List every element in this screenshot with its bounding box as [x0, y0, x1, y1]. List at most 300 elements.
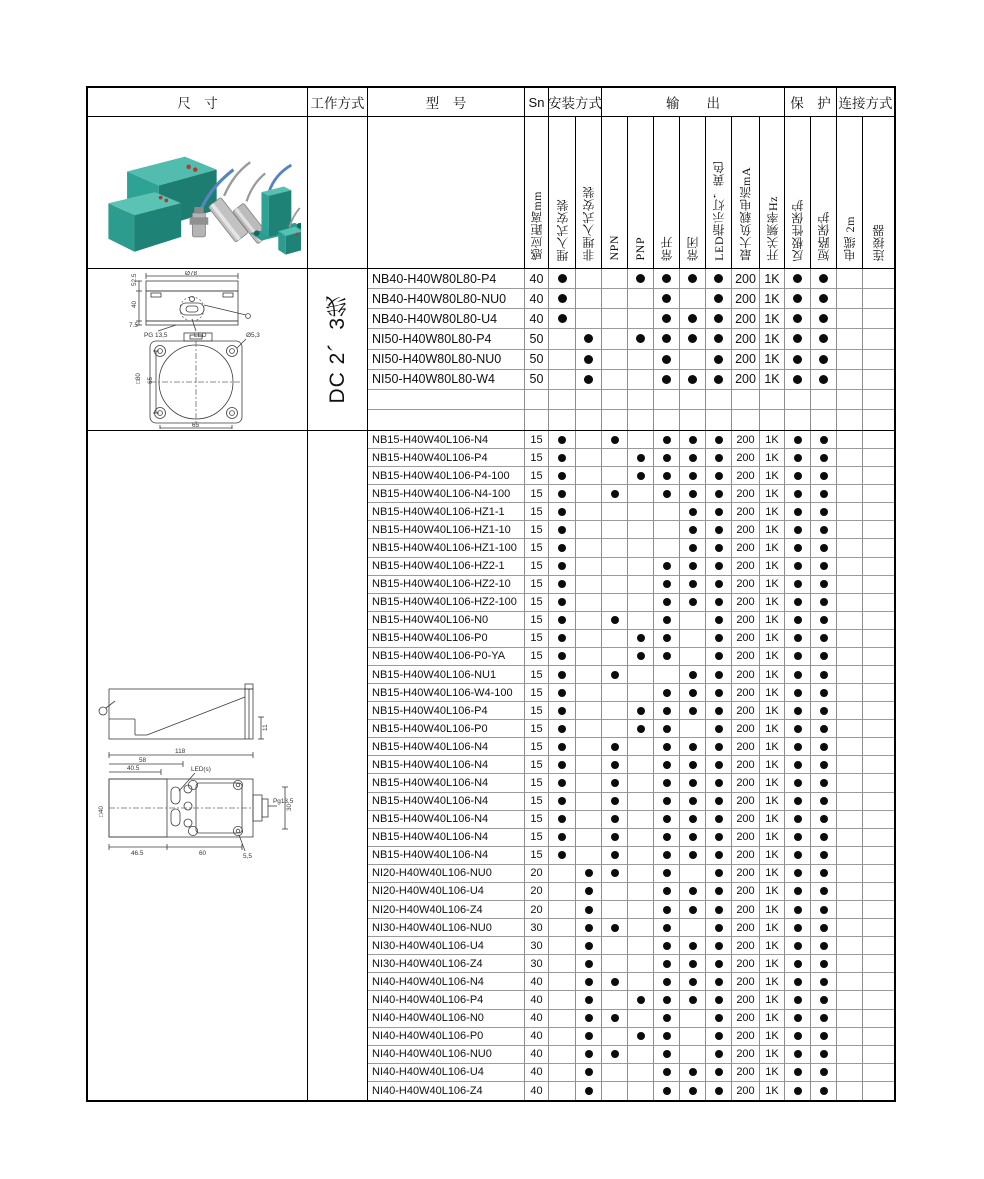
dot-reverse-polarity-protection: [794, 942, 802, 950]
cell-cable-2m: [837, 811, 863, 829]
dot-flush-mount: [558, 634, 566, 642]
dot-short-circuit-protection: [820, 1014, 828, 1022]
cell-sn: 15: [525, 793, 549, 811]
cell-npn: [602, 991, 628, 1009]
cell-normally-open: [654, 738, 680, 756]
dot-reverse-polarity-protection: [794, 924, 802, 932]
cell-sn: 30: [525, 919, 549, 937]
cell-switching-frequency-hz: 1K: [760, 558, 785, 576]
cell-pnp: [628, 612, 654, 630]
cell-model: [368, 410, 525, 430]
cell-connector: [863, 485, 894, 503]
cell-pnp: [628, 901, 654, 919]
cell-cable-2m: [837, 955, 863, 973]
dot-reverse-polarity-protection: [794, 887, 802, 895]
cell-reverse-polarity-protection: [785, 937, 811, 955]
cell-non-flush-mount: [576, 991, 602, 1009]
cell-model: NB15-H40W40L106-HZ1-1: [368, 503, 525, 521]
cell-npn: [602, 329, 628, 349]
dot-flush-mount: [558, 436, 566, 444]
cell-flush-mount: [549, 955, 576, 973]
cell-pnp: [628, 503, 654, 521]
dim-label-58: 58: [138, 757, 146, 764]
cell-switching-frequency-hz: 1K: [760, 973, 785, 991]
dot-pnp: [637, 454, 645, 462]
dot-flush-mount: [558, 689, 566, 697]
cell-normally-open: [654, 594, 680, 612]
cell-connector: [863, 329, 894, 349]
dot-non-flush-mount: [584, 334, 593, 343]
cell-model: NB15-H40W40L106-N4: [368, 738, 525, 756]
col-header-normally-open: 常开: [654, 117, 680, 269]
cell-npn: [602, 666, 628, 684]
dot-reverse-polarity-protection: [794, 1050, 802, 1058]
cell-short-circuit-protection: [811, 503, 837, 521]
dot-normally-closed: [689, 580, 697, 588]
cell-cable-2m: [837, 576, 863, 594]
cell-normally-closed: [680, 720, 706, 738]
dot-non-flush-mount: [585, 1087, 593, 1095]
cell-short-circuit-protection: [811, 370, 837, 390]
cell-switching-frequency-hz: 1K: [760, 865, 785, 883]
cell-flush-mount: [549, 390, 576, 410]
cell-model: NB15-H40W40L106-P4-100: [368, 467, 525, 485]
dot-normally-open: [663, 436, 671, 444]
cell-non-flush-mount: [576, 883, 602, 901]
cell-sn: 15: [525, 720, 549, 738]
cell-non-flush-mount: [576, 521, 602, 539]
dot-non-flush-mount: [584, 355, 593, 364]
cell-led-indicator: [706, 1028, 732, 1046]
cell-normally-closed: [680, 829, 706, 847]
cell-normally-open: [654, 648, 680, 666]
dot-reverse-polarity-protection: [794, 634, 802, 642]
cell-pnp: [628, 269, 654, 289]
table-row: [368, 289, 894, 309]
dot-normally-open: [663, 942, 671, 950]
cell-npn: [602, 811, 628, 829]
cell-model: NB15-H40W40L106-HZ1-10: [368, 521, 525, 539]
cell-sn: 15: [525, 774, 549, 792]
cell-pnp: [628, 576, 654, 594]
cell-non-flush-mount: [576, 485, 602, 503]
dot-short-circuit-protection: [820, 634, 828, 642]
cell-reverse-polarity-protection: [785, 269, 811, 289]
dot-non-flush-mount: [585, 996, 593, 1004]
cell-non-flush-mount: [576, 811, 602, 829]
cell-switching-frequency-hz: 1K: [760, 648, 785, 666]
cell-non-flush-mount: [576, 666, 602, 684]
cell-normally-closed: [680, 738, 706, 756]
cell-switching-frequency-hz: 1K: [760, 901, 785, 919]
dot-led-indicator: [715, 725, 723, 733]
dot-non-flush-mount: [585, 887, 593, 895]
dot-led-indicator: [715, 671, 723, 679]
cell-short-circuit-protection: [811, 720, 837, 738]
dot-led-indicator: [715, 490, 723, 498]
cell-pnp: [628, 774, 654, 792]
cell-switching-frequency-hz: [760, 390, 785, 410]
dot-short-circuit-protection: [820, 761, 828, 769]
cell-max-load-current-ma: 200: [732, 793, 760, 811]
cell-model: NI20-H40W40L106-Z4: [368, 901, 525, 919]
cell-connector: [863, 558, 894, 576]
dot-short-circuit-protection: [820, 942, 828, 950]
cell-connector: [863, 449, 894, 467]
cell-max-load-current-ma: 200: [732, 630, 760, 648]
cell-normally-open: [654, 883, 680, 901]
cell-led-indicator: [706, 485, 732, 503]
cell-npn: [602, 370, 628, 390]
cell-connector: [863, 594, 894, 612]
cell-normally-open: [654, 774, 680, 792]
dot-normally-open: [663, 869, 671, 877]
dot-reverse-polarity-protection: [793, 355, 802, 364]
header-dimensions: 尺 寸: [88, 88, 308, 117]
cell-led-indicator: [706, 720, 732, 738]
cell-normally-closed: [680, 269, 706, 289]
cell-led-indicator: [706, 702, 732, 720]
cell-sn: 40: [525, 289, 549, 309]
cell-pnp: [628, 370, 654, 390]
dot-led-indicator: [715, 472, 723, 480]
cell-non-flush-mount: [576, 329, 602, 349]
cell-model: NI50-H40W80L80-NU0: [368, 350, 525, 370]
cell-connector: [863, 576, 894, 594]
dim-label-square80: □80: [134, 372, 142, 384]
cell-npn: [602, 720, 628, 738]
cell-led-indicator: [706, 289, 732, 309]
col-header-pnp: PNP: [628, 117, 654, 269]
cell-pnp: [628, 937, 654, 955]
cell-sn: 15: [525, 666, 549, 684]
cell-normally-open: [654, 467, 680, 485]
cell-connector: [863, 865, 894, 883]
cell-max-load-current-ma: 200: [732, 865, 760, 883]
cell-normally-closed: [680, 539, 706, 557]
cell-short-circuit-protection: [811, 937, 837, 955]
dot-short-circuit-protection: [819, 355, 828, 364]
cell-connector: [863, 774, 894, 792]
cell-normally-open: [654, 350, 680, 370]
dot-npn: [611, 436, 619, 444]
col-header-sensing-distance: 感应距离mm: [525, 117, 549, 269]
cell-sn: 15: [525, 431, 549, 449]
cell-normally-open: [654, 829, 680, 847]
cell-model: NI50-H40W80L80-P4: [368, 329, 525, 349]
dot-reverse-polarity-protection: [794, 1087, 802, 1095]
cell-normally-open: [654, 309, 680, 329]
dot-reverse-polarity-protection: [794, 996, 802, 1004]
cell-reverse-polarity-protection: [785, 666, 811, 684]
dot-short-circuit-protection: [820, 436, 828, 444]
cell-cable-2m: [837, 485, 863, 503]
dot-led-indicator: [714, 274, 723, 283]
cell-switching-frequency-hz: 1K: [760, 811, 785, 829]
table-row: [368, 847, 894, 865]
cell-pnp: [628, 955, 654, 973]
dot-npn: [611, 779, 619, 787]
cell-flush-mount: [549, 467, 576, 485]
product-photo-cell: [88, 117, 308, 269]
sensor-block-large: [108, 156, 216, 251]
header-connection: 连接方式: [837, 88, 894, 117]
cell-reverse-polarity-protection: [785, 1010, 811, 1028]
dot-normally-closed: [689, 598, 697, 606]
cell-flush-mount: [549, 720, 576, 738]
dim-label-118: 118: [174, 748, 185, 755]
table-row: [368, 1010, 894, 1028]
cell-led-indicator: [706, 612, 732, 630]
cell-switching-frequency-hz: 1K: [760, 883, 785, 901]
cell-short-circuit-protection: [811, 1082, 837, 1100]
cell-sn: 15: [525, 684, 549, 702]
dot-led-indicator: [715, 634, 723, 642]
dot-normally-open: [663, 887, 671, 895]
dot-short-circuit-protection: [820, 689, 828, 697]
cell-led-indicator: [706, 811, 732, 829]
cell-pnp: [628, 793, 654, 811]
cell-normally-open: [654, 720, 680, 738]
cell-max-load-current-ma: 200: [732, 991, 760, 1009]
cell-connector: [863, 793, 894, 811]
dot-short-circuit-protection: [820, 454, 828, 462]
cell-sn: 15: [525, 558, 549, 576]
cell-led-indicator: [706, 309, 732, 329]
dot-short-circuit-protection: [820, 616, 828, 624]
cell-npn: [602, 1010, 628, 1028]
cell-short-circuit-protection: [811, 774, 837, 792]
cell-flush-mount: [549, 738, 576, 756]
cell-max-load-current-ma: 200: [732, 955, 760, 973]
col-header-max-load-current: 最大负载电流mA: [732, 117, 760, 269]
cell-flush-mount: [549, 485, 576, 503]
dot-reverse-polarity-protection: [794, 652, 802, 660]
dot-led-indicator: [715, 562, 723, 570]
cell-switching-frequency-hz: [760, 410, 785, 430]
cell-short-circuit-protection: [811, 521, 837, 539]
dot-led-indicator: [714, 375, 723, 384]
dot-flush-mount: [558, 779, 566, 787]
dot-normally-open: [663, 616, 671, 624]
cell-max-load-current-ma: 200: [732, 829, 760, 847]
cell-sn: 50: [525, 329, 549, 349]
dot-normally-open: [663, 652, 671, 660]
cell-switching-frequency-hz: 1K: [760, 329, 785, 349]
cell-npn: [602, 576, 628, 594]
cell-sn: 15: [525, 829, 549, 847]
cell-sn: 15: [525, 449, 549, 467]
cell-connector: [863, 467, 894, 485]
cell-cable-2m: [837, 1046, 863, 1064]
dot-led-indicator: [715, 851, 723, 859]
cell-normally-closed: [680, 1028, 706, 1046]
col-header-npn: NPN: [602, 117, 628, 269]
dim-label-55: 5,5: [242, 853, 252, 860]
cell-led-indicator: [706, 467, 732, 485]
cell-short-circuit-protection: [811, 467, 837, 485]
dot-npn: [611, 1014, 619, 1022]
cell-normally-open: [654, 1082, 680, 1100]
cell-model: NI30-H40W40L106-Z4: [368, 955, 525, 973]
dim-label-bdim: 65: [191, 421, 199, 429]
cell-switching-frequency-hz: 1K: [760, 684, 785, 702]
cell-model: NB15-H40W40L106-NU1: [368, 666, 525, 684]
dim-label-diameter: Ø78: [184, 270, 197, 277]
dot-normally-closed: [689, 1068, 697, 1076]
table-row: [368, 774, 894, 792]
cell-sn: 15: [525, 648, 549, 666]
cell-cable-2m: [837, 410, 863, 430]
cell-npn: [602, 269, 628, 289]
cell-normally-closed: [680, 594, 706, 612]
cell-flush-mount: [549, 612, 576, 630]
rows-group-1: [368, 269, 894, 431]
cell-max-load-current-ma: 200: [732, 612, 760, 630]
dot-led-indicator: [715, 815, 723, 823]
cell-flush-mount: [549, 883, 576, 901]
cell-flush-mount: [549, 410, 576, 430]
dot-non-flush-mount: [585, 1032, 593, 1040]
cell-non-flush-mount: [576, 738, 602, 756]
cell-led-indicator: [706, 955, 732, 973]
dot-led-indicator: [715, 1087, 723, 1095]
cell-short-circuit-protection: [811, 410, 837, 430]
cell-short-circuit-protection: [811, 329, 837, 349]
col-header-short-circuit-protection: 短路保护: [811, 117, 837, 269]
cell-switching-frequency-hz: 1K: [760, 756, 785, 774]
cell-cable-2m: [837, 720, 863, 738]
dot-normally-closed: [689, 562, 697, 570]
cell-pnp: [628, 883, 654, 901]
cell-reverse-polarity-protection: [785, 576, 811, 594]
cell-normally-closed: [680, 901, 706, 919]
dot-normally-closed: [689, 996, 697, 1004]
dot-npn: [611, 924, 619, 932]
cell-npn: [602, 901, 628, 919]
cell-normally-open: [654, 576, 680, 594]
dot-normally-closed: [689, 797, 697, 805]
cell-non-flush-mount: [576, 1064, 602, 1082]
cell-short-circuit-protection: [811, 793, 837, 811]
cell-connector: [863, 350, 894, 370]
dot-reverse-polarity-protection: [794, 454, 802, 462]
cell-led-indicator: [706, 558, 732, 576]
cell-pnp: [628, 919, 654, 937]
cell-led-indicator: [706, 865, 732, 883]
cell-short-circuit-protection: [811, 612, 837, 630]
dot-short-circuit-protection: [820, 472, 828, 480]
cell-normally-closed: [680, 370, 706, 390]
dot-normally-closed: [689, 436, 697, 444]
cell-reverse-polarity-protection: [785, 829, 811, 847]
cell-sn: 20: [525, 883, 549, 901]
cell-switching-frequency-hz: 1K: [760, 449, 785, 467]
cell-npn: [602, 1028, 628, 1046]
dot-normally-open: [663, 454, 671, 462]
cell-switching-frequency-hz: 1K: [760, 955, 785, 973]
cell-reverse-polarity-protection: [785, 467, 811, 485]
cell-cable-2m: [837, 684, 863, 702]
cell-led-indicator: [706, 521, 732, 539]
cell-switching-frequency-hz: 1K: [760, 289, 785, 309]
cell-max-load-current-ma: 200: [732, 431, 760, 449]
table-row: [368, 684, 894, 702]
cell-pnp: [628, 702, 654, 720]
dot-led-indicator: [715, 779, 723, 787]
dot-short-circuit-protection: [820, 562, 828, 570]
cell-non-flush-mount: [576, 390, 602, 410]
table-row: [368, 865, 894, 883]
cell-reverse-polarity-protection: [785, 648, 811, 666]
cell-reverse-polarity-protection: [785, 847, 811, 865]
cell-switching-frequency-hz: 1K: [760, 774, 785, 792]
dot-led-indicator: [715, 1014, 723, 1022]
cell-npn: [602, 919, 628, 937]
cell-normally-closed: [680, 410, 706, 430]
dot-short-circuit-protection: [820, 544, 828, 552]
cell-short-circuit-protection: [811, 1028, 837, 1046]
cell-npn: [602, 774, 628, 792]
cell-connector: [863, 431, 894, 449]
cell-model: NI40-H40W40L106-P0: [368, 1028, 525, 1046]
cell-cable-2m: [837, 449, 863, 467]
cell-pnp: [628, 431, 654, 449]
cell-max-load-current-ma: 200: [732, 937, 760, 955]
dot-led-indicator: [714, 294, 723, 303]
cell-normally-open: [654, 865, 680, 883]
dot-short-circuit-protection: [820, 815, 828, 823]
cell-cable-2m: [837, 847, 863, 865]
cell-led-indicator: [706, 991, 732, 1009]
dot-led-indicator: [714, 355, 723, 364]
dot-led-indicator: [715, 616, 723, 624]
dot-reverse-polarity-protection: [794, 851, 802, 859]
dot-normally-open: [663, 743, 671, 751]
dot-normally-open: [663, 580, 671, 588]
dot-flush-mount: [558, 526, 566, 534]
cell-short-circuit-protection: [811, 919, 837, 937]
dot-normally-open: [663, 924, 671, 932]
dot-led-indicator: [715, 833, 723, 841]
dot-flush-mount: [558, 725, 566, 733]
cell-reverse-polarity-protection: [785, 1046, 811, 1064]
cell-cable-2m: [837, 1082, 863, 1100]
table-row: [368, 937, 894, 955]
cell-switching-frequency-hz: 1K: [760, 1046, 785, 1064]
cell-model: NB15-H40W40L106-HZ2-100: [368, 594, 525, 612]
cell-switching-frequency-hz: 1K: [760, 612, 785, 630]
cell-model: NB15-H40W40L106-N4: [368, 793, 525, 811]
cell-switching-frequency-hz: 1K: [760, 991, 785, 1009]
cell-led-indicator: [706, 666, 732, 684]
dot-short-circuit-protection: [820, 598, 828, 606]
cell-model: NI20-H40W40L106-NU0: [368, 865, 525, 883]
cell-reverse-polarity-protection: [785, 901, 811, 919]
cell-max-load-current-ma: 200: [732, 774, 760, 792]
col-header-led-indicator: LED指示灯，黄色: [706, 117, 732, 269]
cell-flush-mount: [549, 431, 576, 449]
dot-led-indicator: [715, 942, 723, 950]
dot-normally-closed: [689, 779, 697, 787]
cell-short-circuit-protection: [811, 576, 837, 594]
cell-non-flush-mount: [576, 467, 602, 485]
cell-led-indicator: [706, 1046, 732, 1064]
cell-model: NI40-H40W40L106-N0: [368, 1010, 525, 1028]
cell-flush-mount: [549, 1046, 576, 1064]
cell-normally-closed: [680, 937, 706, 955]
cell-led-indicator: [706, 648, 732, 666]
